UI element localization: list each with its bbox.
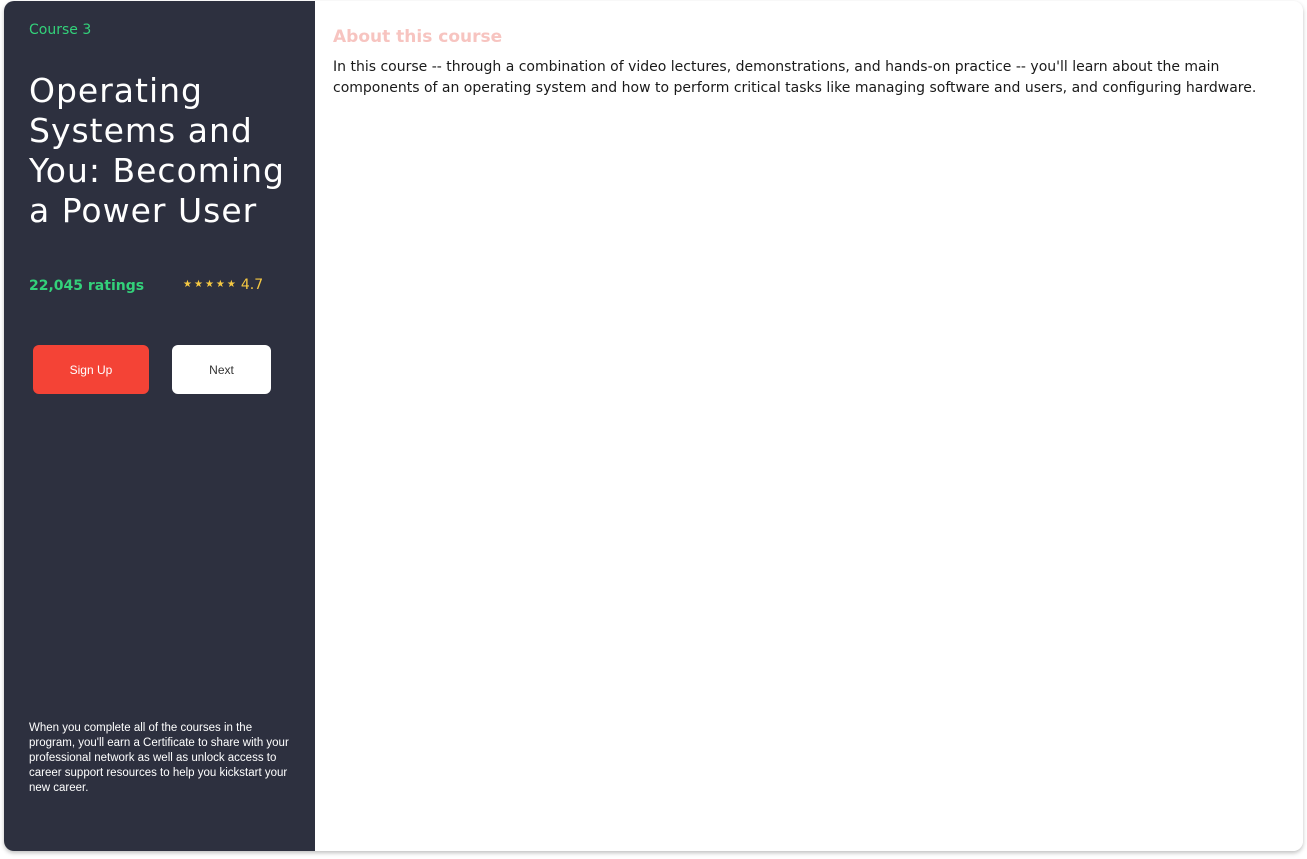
course-sidebar [4, 1, 315, 851]
course-card [4, 1, 1303, 851]
ratings-count: 22,045 ratings [29, 278, 145, 294]
star-rating [183, 277, 236, 293]
rating-value: 4.7 [240, 277, 264, 293]
course-details [315, 1, 1303, 851]
course-number: Course 3 [29, 22, 92, 38]
about-heading: About this course [333, 27, 503, 47]
sign-up-button[interactable]: Sign Up [33, 345, 149, 394]
star-icon: ★ [183, 279, 192, 290]
star-icon: ★ [193, 279, 203, 290]
certificate-info: When you complete all of the courses in the program, you'll earn a Certificate to share with your professional network as well as unlock access to career support resources to help you kickstart your new career. [29, 722, 289, 794]
rating-summary [183, 277, 263, 293]
course-title: Operating Systems and You: Becoming a Power User [29, 71, 285, 230]
star-icon: ★ [226, 279, 236, 290]
next-button[interactable]: Next [172, 345, 271, 394]
star-icon: ★ [204, 279, 214, 290]
star-icon: ★ [215, 279, 225, 290]
about-description: In this course -- through a combination of video lectures, demonstrations, and hands-on practice -- you'll learn about the main components of an operating system and how to perform critical tasks like managing software and users, and configuring hardware. [333, 59, 1257, 96]
